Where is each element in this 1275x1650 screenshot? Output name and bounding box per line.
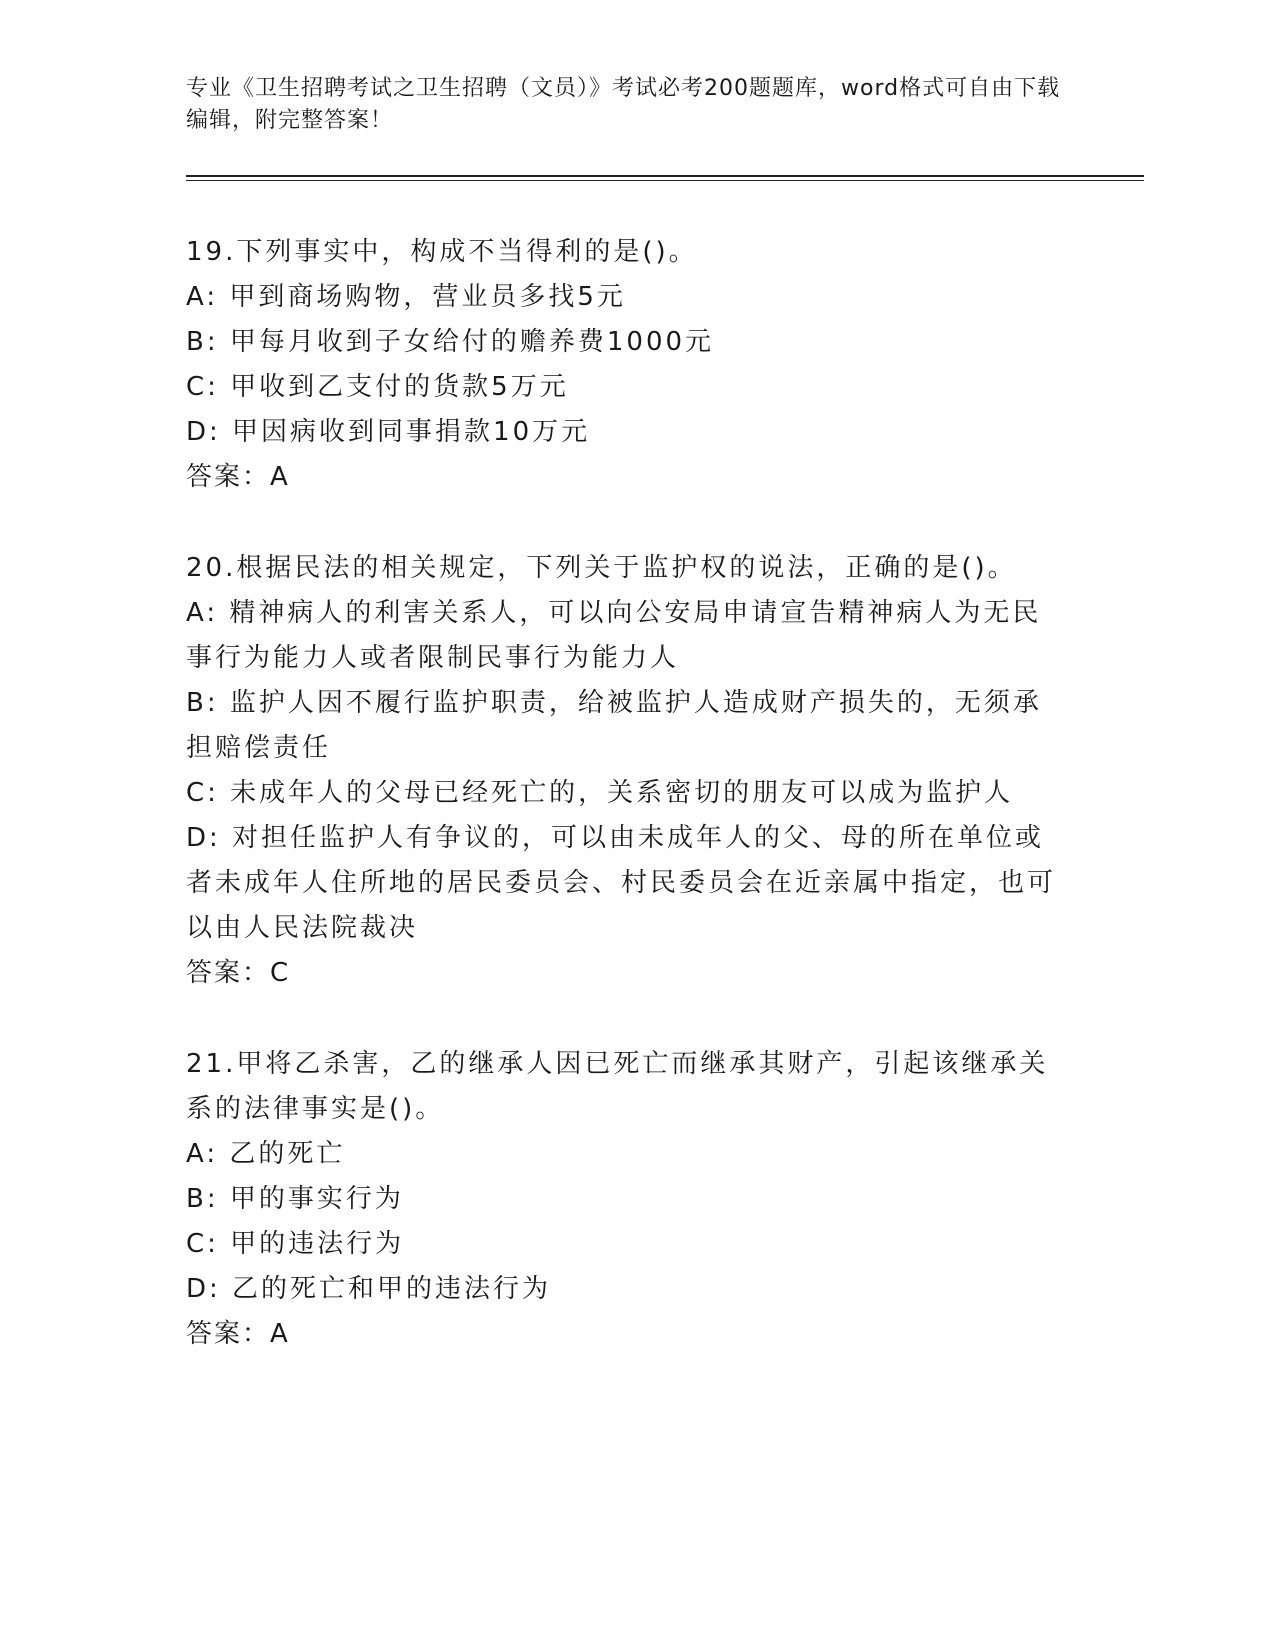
- document-header: 专业《卫生招聘考试之卫生招聘（文员）》考试必考200题题库，word格式可自由下载编辑，附完整答案！: [186, 76, 1061, 133]
- option-d: D: 甲因病收到同事捐款10万元: [186, 417, 591, 447]
- option-a: A: 乙的死亡: [186, 1139, 346, 1169]
- option-c: C: 甲的违法行为: [186, 1229, 405, 1259]
- question-list: [186, 230, 1066, 1403]
- option-a: A: 甲到商场购物，营业员多找5元: [186, 282, 626, 312]
- option-b: B: 甲的事实行为: [186, 1184, 404, 1214]
- answer-line: 答案：A: [186, 462, 290, 492]
- question-20: [186, 546, 1066, 996]
- answer-line: 答案：C: [186, 958, 291, 988]
- option-b: B: 监护人因不履行监护职责，给被监护人造成财产损失的，无须承担赔偿责任: [186, 688, 1042, 763]
- question-stem: 19.下列事实中，构成不当得利的是()。: [186, 237, 698, 267]
- option-c: C: 甲收到乙支付的货款5万元: [186, 372, 569, 402]
- answer-line: 答案：A: [186, 1319, 290, 1349]
- option-b: B: 甲每月收到子女给付的赡养费1000元: [186, 327, 715, 357]
- header-rule-thick: [186, 175, 1144, 177]
- question-19: [186, 230, 1066, 500]
- option-a: A: 精神病人的利害关系人，可以向公安局申请宣告精神病人为无民事行为能力人或者限制民事行为能力人: [186, 598, 1042, 673]
- header-rule-thin: [186, 180, 1144, 181]
- option-d: D: 乙的死亡和甲的违法行为: [186, 1274, 552, 1304]
- option-c: C: 未成年人的父母已经死亡的，关系密切的朋友可以成为监护人: [186, 778, 1014, 808]
- question-stem: 21.甲将乙杀害，乙的继承人因已死亡而继承其财产，引起该继承关系的法律事实是()。: [186, 1049, 1049, 1124]
- option-d: D: 对担任监护人有争议的，可以由未成年人的父、母的所在单位或者未成年人住所地的居民委员会、村民委员会在近亲属中指定，也可以由人民法院裁决: [186, 823, 1057, 943]
- question-stem: 20.根据民法的相关规定，下列关于监护权的说法，正确的是()。: [186, 553, 1017, 583]
- question-21: [186, 1042, 1066, 1357]
